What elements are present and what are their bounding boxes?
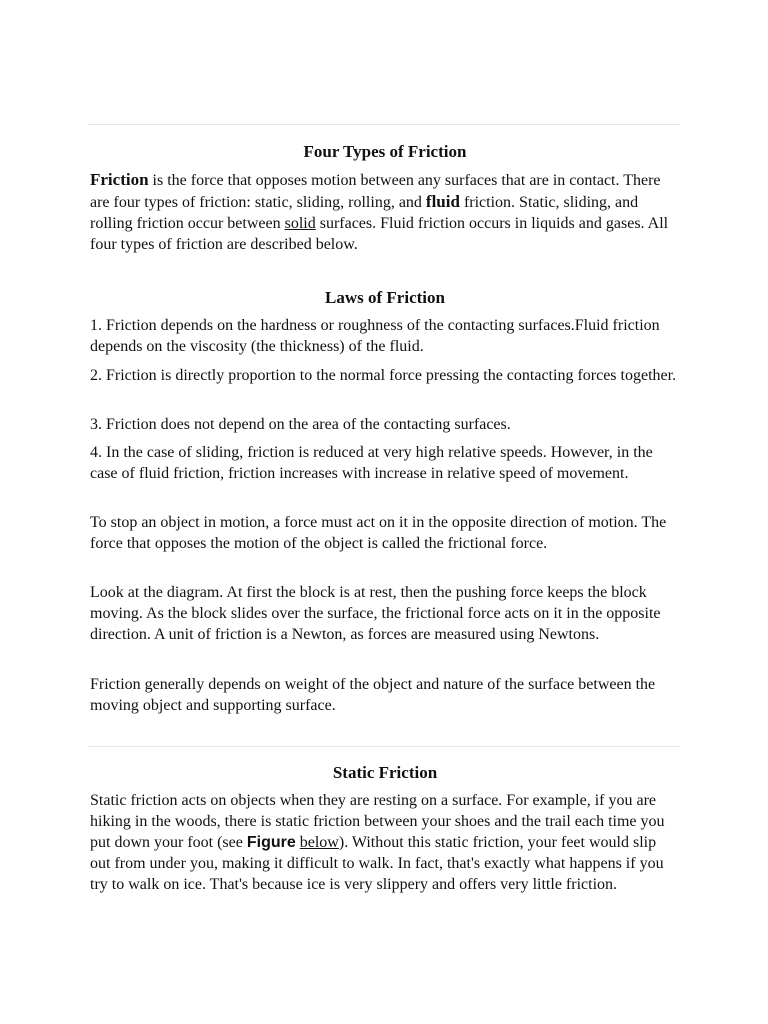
divider-middle (88, 746, 680, 747)
divider-top (88, 124, 680, 125)
term-friction: Friction (90, 170, 149, 189)
section-title-four-types: Four Types of Friction (303, 142, 467, 161)
paragraph-weight: Friction generally depends on weight of the object and nature of the surface between the moving object and supporting surface. (90, 676, 656, 714)
term-fluid: fluid (425, 192, 460, 211)
law-paragraph-3: 3. Friction does not depend on the area of the contacting surfaces. (90, 416, 511, 433)
static-text-1: Static friction acts on objects when they are resting on a surface. For example, if you are hiking in the woods, there is static friction between your shoes and the trail each time you put down your foot (see (90, 792, 665, 851)
law-paragraph-2: 2. Friction is directly proportion to the normal force pressing the contacting forces together. (90, 367, 677, 384)
section-title-static: Static Friction (332, 763, 438, 782)
underlined-solid: solid (284, 215, 316, 232)
paragraph-diagram: Look at the diagram. At first the block is at rest, then the pushing force keeps the block moving. As the block slides over the surface, the frictional force acts on it in the opposite direction. A unit of friction is a Newton, as forces are measured using Newtons. (90, 584, 661, 643)
intro-text-1: is the force that opposes motion between any surfaces that are in contact. There are four types of friction: static, sliding, rolling, and (90, 172, 661, 211)
law-paragraph-4: 4. In the case of sliding, friction is reduced at very high relative speeds. However, in the case of fluid friction, friction increases with increase in relative speed of movement. (90, 444, 653, 482)
section-title-laws: Laws of Friction (325, 288, 445, 307)
law-paragraph-1: 1. Friction depends on the hardness or roughness of the contacting surfaces.Fluid friction depends on the viscosity (the thickness) of the fluid. (90, 317, 660, 355)
static-text-2: ). Without this static friction, your feet would slip out from under you, making it difficult to walk. In fact, that's exactly what happens if you try to walk on ice. That's because ice is very slippery and offers very little friction. (90, 834, 664, 893)
static-friction-paragraph (90, 790, 680, 895)
paragraph-stop-object: To stop an object in motion, a force must act on it in the opposite direction of motion. The force that opposes the motion of the object is called the frictional force. (90, 514, 667, 552)
intro-paragraph (90, 169, 680, 255)
intro-text-3: surfaces. Fluid friction occurs in liquids and gases. All four types of friction are described below. (90, 215, 669, 253)
below-link[interactable]: below (299, 834, 339, 851)
figure-word: Figure (246, 834, 296, 851)
intro-text-2: friction. Static, sliding, and rolling friction occur between (90, 194, 639, 232)
